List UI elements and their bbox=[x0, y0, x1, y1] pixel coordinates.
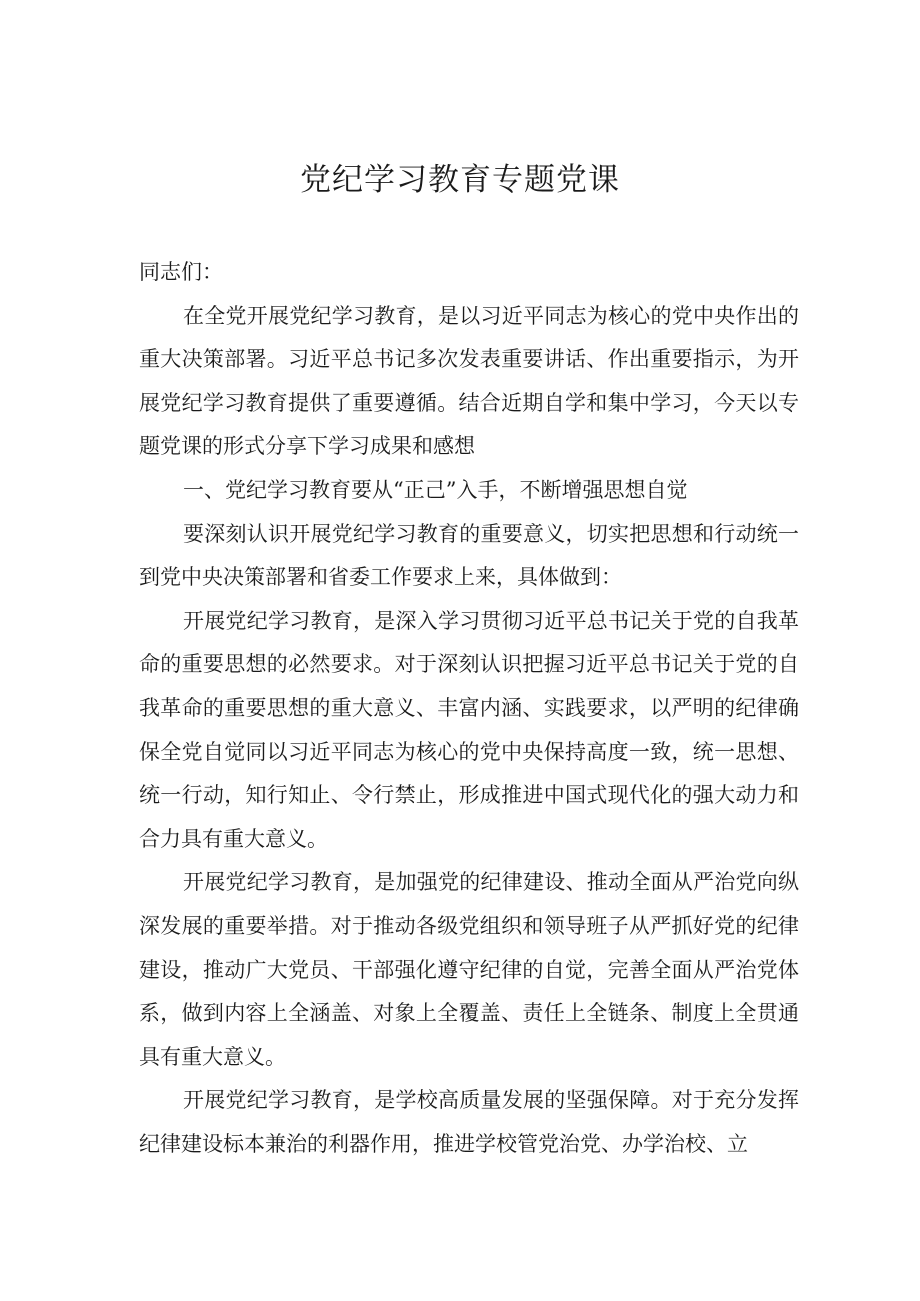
paragraph-requirement: 要深刻认识开展党纪学习教育的重要意义，切实把思想和行动统一到党中央决策部署和省委工作要求上来，具体做到： bbox=[139, 521, 799, 590]
document-body bbox=[139, 251, 799, 1166]
paragraph-point-3: 开展党纪学习教育，是学校高质量发展的坚强保障。对于充分发挥纪律建设标本兼治的利器作用，推进学校管党治党、办学治校、立 bbox=[139, 1088, 799, 1156]
paragraph-point-1: 开展党纪学习教育，是深入学习贯彻习近平总书记关于党的自我革命的重要思想的必然要求。对于深刻认识把握习近平总书记关于党的自我革命的重要思想的重大意义、丰富内涵、实践要求，以严明的纪律确保全党自觉同以习近平同志为核心的党中央保持高度一致，统一思想、统一行动，知行知止、令行禁止，形成推进中国式现代化的强大动力和合力具有重大意义。 bbox=[139, 608, 799, 851]
document-title: 党纪学习教育专题党课 bbox=[300, 162, 620, 198]
section-heading-1: 一、党纪学习教育要从“正己”入手，不断增强思想自觉 bbox=[183, 477, 688, 502]
paragraph-point-2: 开展党纪学习教育，是加强党的纪律建设、推动全面从严治党向纵深发展的重要举措。对于推动各级党组织和领导班子从严抓好党的纪律建设，推动广大党员、干部强化遵守纪律的自觉，完善全面从严治党体系，做到内容上全涵盖、对象上全覆盖、责任上全链条、制度上全贯通具有重大意义。 bbox=[139, 870, 799, 1069]
salutation: 同志们： bbox=[139, 260, 223, 284]
paragraph-intro: 在全党开展党纪学习教育，是以习近平同志为核心的党中央作出的重大决策部署。习近平总书记多次发表重要讲话、作出重要指示，为开展党纪学习教育提供了重要遵循。结合近期自学和集中学习，今天以专题党课的形式分享下学习成果和感想 bbox=[139, 303, 799, 459]
